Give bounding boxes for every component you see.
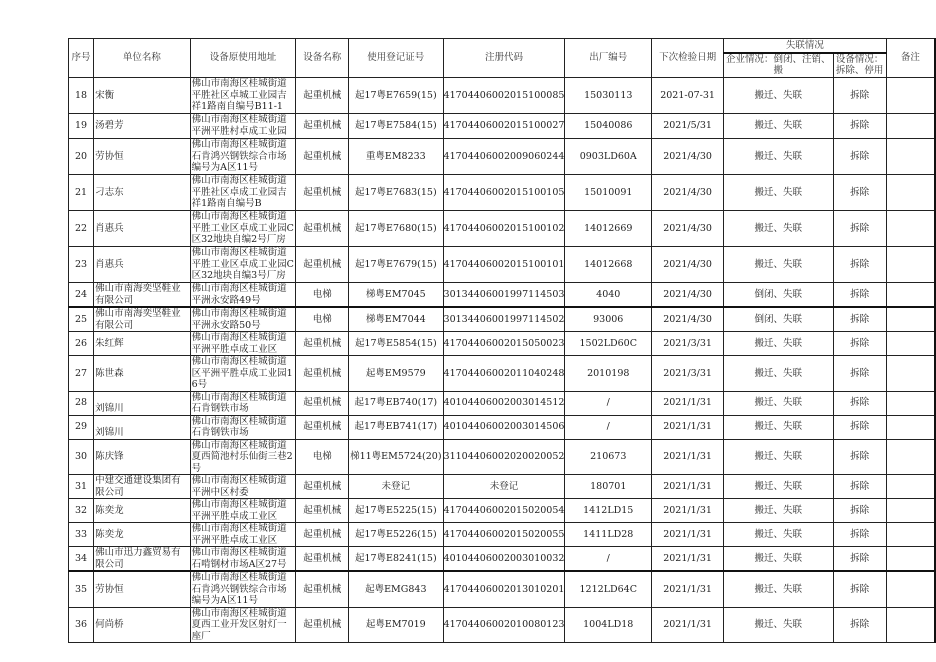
cell-registration-code	[443, 523, 565, 547]
cell-remark	[886, 571, 935, 607]
cell-row-number: 27	[69, 356, 94, 392]
cell-remark	[886, 475, 935, 499]
cell-address: 佛山市南海区桂城街道石肯鸿兴钢铁综合市场编号为A区11号	[190, 139, 296, 175]
table-row	[69, 211, 936, 247]
table-row	[69, 571, 936, 607]
cell-address: 佛山市南海区桂城街道平洲平胜村卓成工业园	[190, 114, 296, 139]
cell-company-status: 搬迁、失联	[724, 211, 833, 247]
cell-unit-name: 朱红辉	[94, 332, 190, 356]
registration-code-text: 41704406002015020055	[443, 528, 565, 540]
header-device-status: 设备情况：拆除、停用	[833, 53, 886, 78]
cell-device-status: 拆除	[833, 391, 886, 415]
table-row	[69, 547, 936, 572]
cell-serial-number: 14012669	[565, 211, 652, 247]
cell-row-number: 26	[69, 332, 94, 356]
cell-next-inspection-date: 2021/1/31	[652, 547, 724, 572]
cell-registration-code	[443, 211, 565, 247]
cell-next-inspection-date: 2021/1/31	[652, 523, 724, 547]
cell-remark	[886, 283, 935, 308]
cell-company-status: 搬迁、失联	[724, 475, 833, 499]
table-row	[69, 175, 936, 211]
cell-address: 佛山市南海区桂城街道夏西简池村乐仙街三巷2号	[190, 439, 296, 475]
cell-next-inspection-date: 2021/4/30	[652, 211, 724, 247]
cell-registration-cert: 起17粤EB741(17)	[349, 415, 443, 439]
cell-row-number: 22	[69, 211, 94, 247]
table-row	[69, 499, 936, 523]
cell-registration-code	[443, 547, 565, 572]
cell-next-inspection-date: 2021/1/31	[652, 391, 724, 415]
cell-serial-number: 180701	[565, 475, 652, 499]
cell-registration-cert: 起17粤E5226(15)	[349, 523, 443, 547]
cell-registration-code	[443, 175, 565, 211]
header-lost-contact: 失联情况	[724, 39, 887, 53]
cell-remark	[886, 307, 935, 332]
cell-device-status: 拆除	[833, 139, 886, 175]
cell-registration-code	[443, 439, 565, 475]
header-equipment: 设备名称	[296, 39, 349, 78]
cell-unit-name: 肖惠兵	[94, 247, 190, 283]
cell-company-status: 搬迁、失联	[724, 523, 833, 547]
cell-remark	[886, 356, 935, 392]
cell-device-status: 拆除	[833, 175, 886, 211]
cell-company-status: 搬迁、失联	[724, 607, 833, 643]
cell-next-inspection-date: 2021/4/30	[652, 283, 724, 308]
cell-unit-name: 何尚桥	[94, 607, 190, 643]
cell-row-number: 36	[69, 607, 94, 643]
cell-registration-code	[443, 247, 565, 283]
cell-company-status: 搬迁、失联	[724, 439, 833, 475]
cell-equipment-type: 起重机械	[296, 78, 349, 114]
cell-unit-name: 佛山市南海奕坚鞋业有限公司	[94, 307, 190, 332]
cell-registration-cert: 重粤EM8233	[349, 139, 443, 175]
cell-unit-name: 中建交通建设集团有限公司	[94, 475, 190, 499]
cell-serial-number: 15010091	[565, 175, 652, 211]
cell-registration-code	[443, 114, 565, 139]
table-row	[69, 78, 936, 114]
cell-next-inspection-date: 2021/1/31	[652, 607, 724, 643]
cell-equipment-type: 起重机械	[296, 211, 349, 247]
cell-remark	[886, 211, 935, 247]
header-unit: 单位名称	[94, 39, 190, 78]
cell-next-inspection-date: 2021/4/30	[652, 139, 724, 175]
header-serial: 出厂编号	[565, 39, 652, 78]
cell-equipment-type: 起重机械	[296, 571, 349, 607]
cell-equipment-type: 起重机械	[296, 247, 349, 283]
cell-unit-name: 汤碧芳	[94, 114, 190, 139]
cell-serial-number: 1412LD15	[565, 499, 652, 523]
cell-row-number: 29	[69, 415, 94, 439]
cell-next-inspection-date: 2021/4/30	[652, 307, 724, 332]
cell-serial-number: 14012668	[565, 247, 652, 283]
cell-unit-name: 宋衡	[94, 78, 190, 114]
cell-company-status: 搬迁、失联	[724, 114, 833, 139]
table-row	[69, 307, 936, 332]
cell-registration-code	[443, 356, 565, 392]
cell-company-status: 搬迁、失联	[724, 175, 833, 211]
cell-serial-number: 15030113	[565, 78, 652, 114]
table-row	[69, 247, 936, 283]
cell-next-inspection-date: 2021/5/31	[652, 114, 724, 139]
cell-company-status: 搬迁、失联	[724, 571, 833, 607]
cell-device-status: 拆除	[833, 356, 886, 392]
cell-company-status: 搬迁、失联	[724, 499, 833, 523]
equipment-lost-contact-table	[68, 38, 936, 643]
cell-registration-code	[443, 283, 565, 308]
cell-row-number: 20	[69, 139, 94, 175]
registration-code-text: 41704406002015100101	[443, 258, 565, 270]
cell-row-number: 28	[69, 391, 94, 415]
cell-registration-code	[443, 571, 565, 607]
header-next-inspection: 下次检验日期	[652, 39, 724, 78]
cell-next-inspection-date: 2021/1/31	[652, 415, 724, 439]
cell-device-status: 拆除	[833, 114, 886, 139]
cell-unit-name: 陈奕龙	[94, 523, 190, 547]
cell-registration-code	[443, 415, 565, 439]
cell-device-status: 拆除	[833, 211, 886, 247]
table-row	[69, 391, 936, 415]
cell-unit-name: 陈世森	[94, 356, 190, 392]
header-no: 序号	[69, 39, 94, 78]
cell-remark	[886, 415, 935, 439]
cell-unit-name: 佛山市南海奕坚鞋业有限公司	[94, 283, 190, 308]
registration-code-text: 40104406002003014506	[443, 421, 565, 433]
cell-remark	[886, 607, 935, 643]
cell-next-inspection-date: 2021/1/31	[652, 475, 724, 499]
cell-serial-number: /	[565, 415, 652, 439]
cell-row-number: 24	[69, 283, 94, 308]
cell-row-number: 30	[69, 439, 94, 475]
cell-device-status: 拆除	[833, 247, 886, 283]
cell-device-status: 拆除	[833, 307, 886, 332]
cell-equipment-type: 起重机械	[296, 499, 349, 523]
cell-registration-code: 未登记	[443, 475, 565, 499]
cell-remark	[886, 547, 935, 572]
cell-remark	[886, 247, 935, 283]
cell-registration-cert: 起17粤E8241(15)	[349, 547, 443, 572]
cell-serial-number: 210673	[565, 439, 652, 475]
registration-code-text: 41704406002015050023	[443, 337, 565, 349]
cell-registration-cert: 起17粤E7683(15)	[349, 175, 443, 211]
cell-row-number: 31	[69, 475, 94, 499]
header-remark: 备注	[886, 39, 935, 78]
header-code: 注册代码	[443, 39, 565, 78]
cell-row-number: 32	[69, 499, 94, 523]
cell-company-status: 搬迁、失联	[724, 391, 833, 415]
cell-remark	[886, 114, 935, 139]
cell-equipment-type: 起重机械	[296, 332, 349, 356]
cell-remark	[886, 499, 935, 523]
registration-code-text: 30134406001997114503	[443, 288, 565, 300]
cell-unit-name: 陈庆锋	[94, 439, 190, 475]
registration-code-text: 40104406002003014512	[443, 397, 565, 409]
cell-serial-number: /	[565, 547, 652, 572]
cell-serial-number: 15040086	[565, 114, 652, 139]
cell-remark	[886, 175, 935, 211]
cell-company-status: 搬迁、失联	[724, 332, 833, 356]
cell-address: 佛山市南海区桂城街道平洲平胜卓成工业区	[190, 332, 296, 356]
cell-remark	[886, 332, 935, 356]
cell-serial-number: 1212LD64C	[565, 571, 652, 607]
cell-equipment-type: 起重机械	[296, 175, 349, 211]
cell-registration-cert: 梯粤EM7044	[349, 307, 443, 332]
table-row	[69, 114, 936, 139]
cell-company-status: 搬迁、失联	[724, 78, 833, 114]
registration-code-text: 41704406002015100027	[443, 120, 565, 132]
cell-company-status: 搬迁、失联	[724, 139, 833, 175]
cell-address: 佛山市南海区桂城街道夏西工业开发区射灯一座厂	[190, 607, 296, 643]
cell-registration-cert: 起粤EM9579	[349, 356, 443, 392]
cell-serial-number: 1004LD18	[565, 607, 652, 643]
cell-remark	[886, 523, 935, 547]
cell-device-status: 拆除	[833, 439, 886, 475]
registration-code-text: 31104406002020020052	[443, 451, 565, 462]
cell-equipment-type: 电梯	[296, 439, 349, 475]
registration-code-text: 40104406002003010032	[443, 552, 565, 564]
cell-equipment-type: 起重机械	[296, 114, 349, 139]
cell-registration-cert: 起17粤EB740(17)	[349, 391, 443, 415]
cell-row-number: 33	[69, 523, 94, 547]
cell-address: 佛山市南海区桂城街道平洲永安路50号	[190, 307, 296, 332]
registration-code-text: 30134406001997114502	[443, 313, 565, 325]
cell-unit-name: 刘锦川	[94, 391, 190, 415]
cell-equipment-type: 起重机械	[296, 415, 349, 439]
cell-registration-cert: 梯11粤EM5724(20)	[349, 439, 443, 475]
cell-unit-name: 刘锦川	[94, 415, 190, 439]
cell-serial-number: 1411LD28	[565, 523, 652, 547]
registration-code-text: 41704406002015020054	[443, 504, 565, 516]
cell-address: 佛山市南海区桂城街道平洲中区村委	[190, 475, 296, 499]
cell-registration-cert: 起17粤E7679(15)	[349, 247, 443, 283]
cell-row-number: 35	[69, 571, 94, 607]
table-row	[69, 607, 936, 643]
cell-registration-code	[443, 139, 565, 175]
cell-next-inspection-date: 2021/1/31	[652, 499, 724, 523]
cell-equipment-type: 起重机械	[296, 391, 349, 415]
cell-remark	[886, 78, 935, 114]
cell-row-number: 23	[69, 247, 94, 283]
cell-unit-name: 劳协恒	[94, 571, 190, 607]
header-address: 设备原使用地址	[190, 39, 296, 78]
cell-equipment-type: 起重机械	[296, 356, 349, 392]
cell-company-status: 搬迁、失联	[724, 547, 833, 572]
cell-device-status: 拆除	[833, 499, 886, 523]
cell-next-inspection-date: 2021/1/31	[652, 439, 724, 475]
table-row	[69, 332, 936, 356]
cell-next-inspection-date: 2021/3/31	[652, 356, 724, 392]
table-row	[69, 415, 936, 439]
cell-registration-cert: 起17粤E7584(15)	[349, 114, 443, 139]
cell-device-status: 拆除	[833, 547, 886, 572]
cell-address: 佛山市南海区桂城街道平洲平胜卓成工业区	[190, 499, 296, 523]
cell-equipment-type: 起重机械	[296, 607, 349, 643]
cell-registration-code	[443, 607, 565, 643]
table-row	[69, 356, 936, 392]
cell-registration-cert: 起17粤E5225(15)	[349, 499, 443, 523]
cell-address: 佛山市南海区桂城街道石肯钢铁市场	[190, 415, 296, 439]
cell-address: 佛山市南海区桂城街道石肯钢铁市场	[190, 391, 296, 415]
cell-unit-name: 劳协恒	[94, 139, 190, 175]
cell-registration-cert: 起粤EM7019	[349, 607, 443, 643]
cell-registration-code	[443, 499, 565, 523]
cell-registration-cert: 起17粤E7659(15)	[349, 78, 443, 114]
cell-unit-name: 刁志东	[94, 175, 190, 211]
cell-address: 佛山市南海区桂城街道平胜工业区卓成工业园C区32地块自编2号厂房	[190, 211, 296, 247]
cell-company-status: 搬迁、失联	[724, 415, 833, 439]
cell-equipment-type: 起重机械	[296, 523, 349, 547]
cell-equipment-type: 起重机械	[296, 475, 349, 499]
cell-address: 佛山市南海区桂城街道平胜工业区卓成工业园C区32地块自编3号厂房	[190, 247, 296, 283]
cell-registration-code	[443, 78, 565, 114]
registration-code-text: 41704406002010080123	[443, 619, 565, 630]
cell-company-status: 倒闭、失联	[724, 283, 833, 308]
cell-remark	[886, 391, 935, 415]
cell-equipment-type: 起重机械	[296, 547, 349, 572]
cell-equipment-type: 电梯	[296, 283, 349, 308]
cell-company-status: 搬迁、失联	[724, 247, 833, 283]
cell-registration-cert: 梯粤EM7045	[349, 283, 443, 308]
cell-equipment-type: 起重机械	[296, 139, 349, 175]
cell-address: 佛山市南海区桂城街道平洲平胜卓成工业区	[190, 523, 296, 547]
cell-address: 佛山市南海区桂城街道区平洲平胜卓成工业园16号	[190, 356, 296, 392]
cell-address: 佛山市南海区桂城街道平洲永安路49号	[190, 283, 296, 308]
registration-code-text: 41704406002015100105	[443, 186, 565, 198]
cell-address: 佛山市南海区桂城街道石肯鸿兴钢铁综合市场编号为A区11号	[190, 571, 296, 607]
cell-registration-cert: 起17粤E5854(15)	[349, 332, 443, 356]
cell-remark	[886, 139, 935, 175]
cell-remark	[886, 439, 935, 475]
cell-unit-name: 佛山市迅力鑫贸易有限公司	[94, 547, 190, 572]
cell-device-status: 拆除	[833, 607, 886, 643]
header-cert: 使用登记证号	[349, 39, 443, 78]
cell-device-status: 拆除	[833, 523, 886, 547]
registration-code-text: 41704406002015100085	[443, 89, 565, 101]
registration-code-text: 41704406002011040248	[443, 367, 565, 379]
cell-next-inspection-date: 2021/4/30	[652, 247, 724, 283]
registration-code-text: 41704406002009060244	[443, 150, 565, 162]
cell-row-number: 25	[69, 307, 94, 332]
cell-row-number: 19	[69, 114, 94, 139]
cell-registration-cert: 起粤EMG843	[349, 571, 443, 607]
cell-address: 佛山市南海区桂城街道石啃钢材市场A区27号	[190, 547, 296, 572]
cell-next-inspection-date: 2021-07-31	[652, 78, 724, 114]
table-row	[69, 439, 936, 475]
cell-registration-code	[443, 332, 565, 356]
cell-address: 佛山市南海区桂城街道平胜社区卓城工业园吉祥1路南自编号B11-1	[190, 78, 296, 114]
cell-next-inspection-date: 2021/4/30	[652, 175, 724, 211]
cell-company-status: 搬迁、失联	[724, 356, 833, 392]
cell-registration-code	[443, 307, 565, 332]
cell-registration-cert: 起17粤E7680(15)	[349, 211, 443, 247]
cell-device-status: 拆除	[833, 332, 886, 356]
cell-address: 佛山市南海区桂城街道平胜社区卓成工业园吉祥1路南自编号B	[190, 175, 296, 211]
cell-serial-number: 1502LD60C	[565, 332, 652, 356]
cell-next-inspection-date: 2021/1/31	[652, 571, 724, 607]
cell-device-status: 拆除	[833, 78, 886, 114]
cell-device-status: 拆除	[833, 415, 886, 439]
cell-row-number: 34	[69, 547, 94, 572]
cell-row-number: 18	[69, 78, 94, 114]
cell-registration-cert: 未登记	[349, 475, 443, 499]
cell-unit-name: 陈奕龙	[94, 499, 190, 523]
cell-device-status: 拆除	[833, 283, 886, 308]
cell-equipment-type: 电梯	[296, 307, 349, 332]
table-row	[69, 283, 936, 308]
cell-serial-number: /	[565, 391, 652, 415]
cell-company-status: 倒闭、失联	[724, 307, 833, 332]
table-row	[69, 139, 936, 175]
cell-serial-number: 93006	[565, 307, 652, 332]
table-row	[69, 475, 936, 499]
header-company-status: 企业情况：倒闭、注销、搬	[724, 53, 833, 78]
cell-serial-number: 0903LD60A	[565, 139, 652, 175]
cell-next-inspection-date: 2021/3/31	[652, 332, 724, 356]
cell-unit-name: 肖惠兵	[94, 211, 190, 247]
table-row	[69, 523, 936, 547]
registration-code-text: 41704406002015100102	[443, 222, 565, 234]
cell-row-number: 21	[69, 175, 94, 211]
cell-device-status: 拆除	[833, 571, 886, 607]
cell-serial-number: 4040	[565, 283, 652, 308]
registration-code-text: 41704406002013010201	[443, 583, 565, 595]
cell-device-status: 拆除	[833, 475, 886, 499]
cell-serial-number: 2010198	[565, 356, 652, 392]
cell-registration-code	[443, 391, 565, 415]
